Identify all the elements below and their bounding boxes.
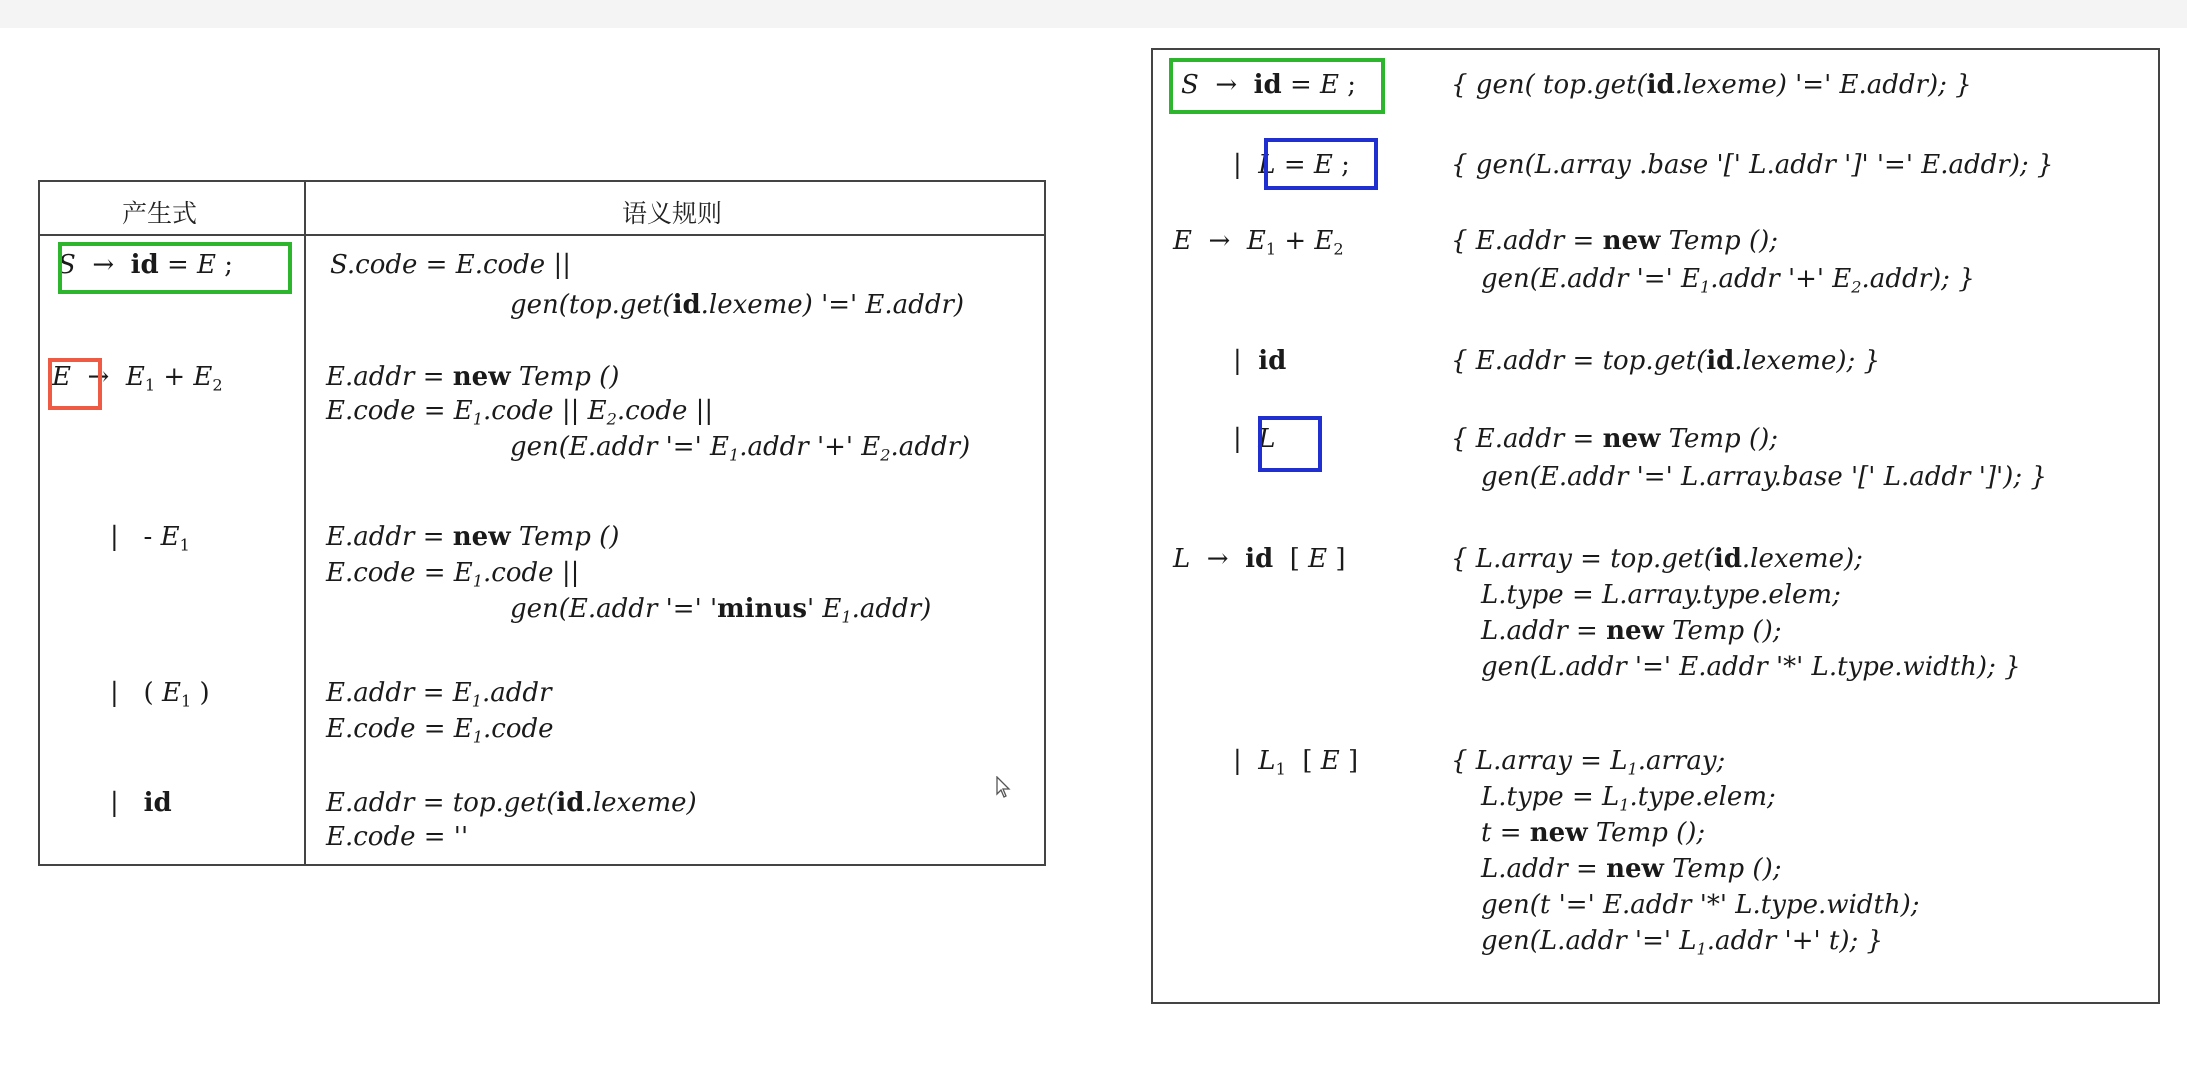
production-s: S → id = E ;	[58, 250, 234, 280]
action-line: { E.addr = new Temp ();	[1451, 226, 1779, 256]
rule-line: E.code = ''	[326, 822, 469, 852]
action-line: { E.addr = new Temp ();	[1451, 424, 1779, 454]
production-l-id: L → id [ E ]	[1173, 544, 1346, 574]
rule-line: E.addr = $E_1.addr$	[326, 678, 552, 711]
action-line: { L.array = $L_1.array$;	[1451, 746, 1726, 779]
production-id: | id	[110, 788, 172, 818]
highlight-blue-box	[1264, 138, 1378, 190]
rule-line: E.code = $E_1.code$	[326, 714, 554, 747]
action-line: gen(L.addr '=' E.addr '*' L.type.width); }	[1481, 652, 2021, 682]
header-production: 产生式	[122, 199, 198, 228]
production-l-l1: | $L_1$ [ E ]	[1233, 746, 1359, 779]
action-line: { L.array = top.get(id.lexeme);	[1451, 544, 1863, 574]
production-e-plus: $E \to E_1 + E_2$	[1173, 226, 1344, 259]
action-line: gen(t '=' E.addr '*' L.type.width);	[1481, 890, 1920, 920]
action-line: { E.addr = top.get(id.lexeme); }	[1451, 346, 1881, 376]
rule-line: gen(top.get(id.lexeme) '=' E.addr)	[510, 290, 965, 320]
production-s: S → id = E ;	[1181, 70, 1357, 100]
rule-line: E.addr = new Temp ()	[326, 362, 620, 392]
production-l-assign: | L = E ;	[1233, 150, 1350, 180]
production-e-id: | id	[1233, 346, 1287, 376]
action-line: L.addr = new Temp ();	[1481, 616, 1782, 646]
production-minus: | - $E_1$	[110, 522, 190, 555]
highlight-red-box	[48, 358, 102, 410]
action-line: t = new Temp ();	[1481, 818, 1706, 848]
action-line: L.type = L.array.type.elem;	[1481, 580, 1841, 610]
rule-line: E.code = $E_1.code$ ||	[326, 558, 580, 591]
rule-line: E.addr = top.get(id.lexeme)	[326, 788, 697, 818]
highlight-green-box	[1169, 58, 1385, 114]
production-paren: | ( $E_1$ )	[110, 678, 210, 711]
rule-line: E.code = $E_1.code$ || $E_2.code$ ||	[326, 396, 714, 429]
mouse-pointer-icon	[996, 776, 1012, 804]
column-divider	[304, 182, 306, 866]
translation-scheme-panel	[1151, 48, 2160, 1004]
action-line: gen(E.addr '=' L.array.base '[' L.addr ']'); }	[1481, 462, 2047, 492]
action-line: { gen( top.get(id.lexeme) '=' E.addr); }	[1451, 70, 1972, 100]
action-line: { gen(L.array .base '[' L.addr ']' '=' E.addr); }	[1451, 150, 2054, 180]
highlight-green-box	[58, 242, 292, 294]
highlight-blue-box	[1258, 416, 1322, 472]
rule-line: E.addr = new Temp ()	[326, 522, 620, 552]
rule-line: gen(E.addr '=' $E_1.addr$ '+' $E_2.addr$)	[510, 432, 971, 465]
rule-line: gen(E.addr '=' 'minus' $E_1.addr$)	[510, 594, 932, 627]
header-divider	[40, 234, 1044, 236]
header-semantic-rules: 语义规则	[622, 199, 723, 228]
rule-line: S.code = E.code ||	[330, 250, 571, 280]
production-e-l: | L	[1233, 424, 1276, 454]
top-strip	[0, 0, 2187, 28]
action-line: L.addr = new Temp ();	[1481, 854, 1782, 884]
action-line: gen(L.addr '=' $L_1.addr$ '+' t); }	[1481, 926, 1884, 959]
production-e-plus: $E \to E_1 + E_2$	[52, 362, 223, 395]
action-line: L.type = $L_1.type.elem$;	[1481, 782, 1776, 815]
action-line: gen(E.addr '=' $E_1.addr$ '+' $E_2.addr$); }	[1481, 264, 1975, 297]
